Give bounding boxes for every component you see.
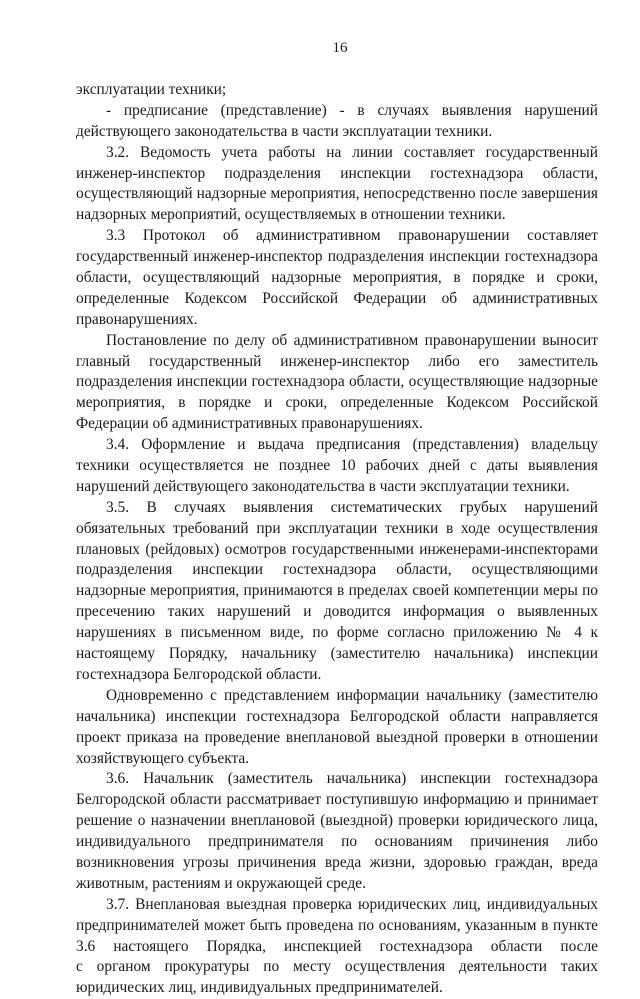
text-line: хозяйствующего субъекта. bbox=[76, 749, 250, 767]
text-line: 3.2. Ведомость учета работы на линии составляет государственный bbox=[106, 143, 598, 161]
text-line: надзорные мероприятия, принимаются в пределах своей компетенции меры по bbox=[76, 582, 598, 600]
text-line: - предписание (представление) - в случаях выявления нарушений bbox=[106, 101, 598, 119]
text-line: настоящему Порядку, начальнику (заместителю начальника) инспекции bbox=[76, 645, 598, 663]
text-line: техники осуществляется не позднее 10 рабочих дней с даты выявления bbox=[76, 457, 598, 475]
text-line: Белгородской области рассматривает поступившую информацию и принимает bbox=[76, 791, 598, 809]
text-line: Федерации об административных правонарушениях. bbox=[76, 415, 423, 433]
text-line: юридических лиц, индивидуальных предпринимателей. bbox=[76, 979, 443, 997]
text-line: 3.6. Начальник (заместитель начальника) инспекции гостехнадзора bbox=[106, 770, 598, 788]
text-line: главный государственный инженер-инспектор либо его заместитель bbox=[76, 352, 598, 370]
text-line: 3.7. Внеплановая выездная проверка юридических лиц, индивидуальных bbox=[106, 895, 598, 913]
text-line: пресечению таких нарушений и доводится информация о выявленных bbox=[76, 603, 598, 621]
text-line: предпринимателей может быть проведена по основаниям, указанным в пункте bbox=[76, 916, 598, 934]
text-line: обязательных требований при эксплуатации техники в ходе осуществления bbox=[76, 519, 598, 537]
text-line: Одновременно с представлением информации начальнику (заместителю bbox=[106, 686, 598, 704]
text-line: осуществляющий надзорные мероприятия, непосредственно после завершения bbox=[76, 185, 598, 203]
text-line: нарушениях в письменном виде, по форме согласно приложению № 4 к bbox=[76, 624, 598, 642]
text-line: с органом прокуратуры по месту осуществления деятельности таких bbox=[76, 958, 598, 976]
text-line: эксплуатации техники; bbox=[76, 81, 227, 98]
text-line: инженер-инспектор подразделения инспекции гостехнадзора области, bbox=[76, 164, 598, 182]
text-line: плановых (рейдовых) осмотров государственными инженерами-инспекторами bbox=[76, 540, 598, 558]
text-line: надзорных мероприятий, осуществляемых в отношении техники. bbox=[76, 206, 506, 224]
text-line: Постановление по делу об административном правонарушении выносит bbox=[106, 331, 598, 349]
text-line: области, осуществляющий надзорные мероприятия, в порядке и сроки, bbox=[76, 269, 598, 287]
text-line: 3.3 Протокол об административном правонарушении составляет bbox=[106, 227, 598, 245]
text-line: решение о назначении внеплановой (выездной) проверки юридического лица, bbox=[76, 812, 598, 830]
text-line: 3.6 настоящего Порядка, инспекцией гостехнадзора области после bbox=[76, 937, 598, 955]
text-line: 3.4. Оформление и выдача предписания (представления) владельцу bbox=[106, 436, 598, 454]
text-line: возникновения угрозы причинения вреда жизни, здоровью граждан, вреда bbox=[76, 853, 598, 871]
document-body bbox=[76, 80, 598, 999]
text-line: нарушений действующего законодательства в части эксплуатации техники. bbox=[76, 477, 570, 495]
text-line: животным, растениям и окружающей среде. bbox=[76, 874, 366, 892]
text-line: подразделения инспекции гостехнадзора области, осуществляющие надзорные bbox=[76, 373, 598, 391]
text-line: проект приказа на проведение внеплановой выездной проверки в отношении bbox=[76, 728, 598, 746]
text-line: начальника) инспекции гостехнадзора Белгородской области направляется bbox=[76, 707, 598, 725]
page-number: 16 bbox=[332, 40, 348, 56]
text-line: определенные Кодексом Российской Федерации об административных bbox=[76, 289, 598, 307]
text-line: гостехнадзора Белгородской области. bbox=[76, 665, 322, 683]
text-line: правонарушениях. bbox=[76, 310, 198, 328]
text-line: государственный инженер-инспектор подразделения инспекции гостехнадзора bbox=[76, 248, 598, 266]
text-line: мероприятия, в порядке и сроки, определенные Кодексом Российской bbox=[76, 394, 598, 412]
text-line: подразделения инспекции гостехнадзора области, осуществляющими bbox=[76, 561, 598, 579]
text-line: действующего законодательства в части эксплуатации техники. bbox=[76, 122, 493, 140]
text-line: индивидуального предпринимателя по основаниям причинения либо bbox=[76, 833, 598, 851]
text-line: 3.5. В случаях выявления систематических грубых нарушений bbox=[106, 498, 598, 516]
